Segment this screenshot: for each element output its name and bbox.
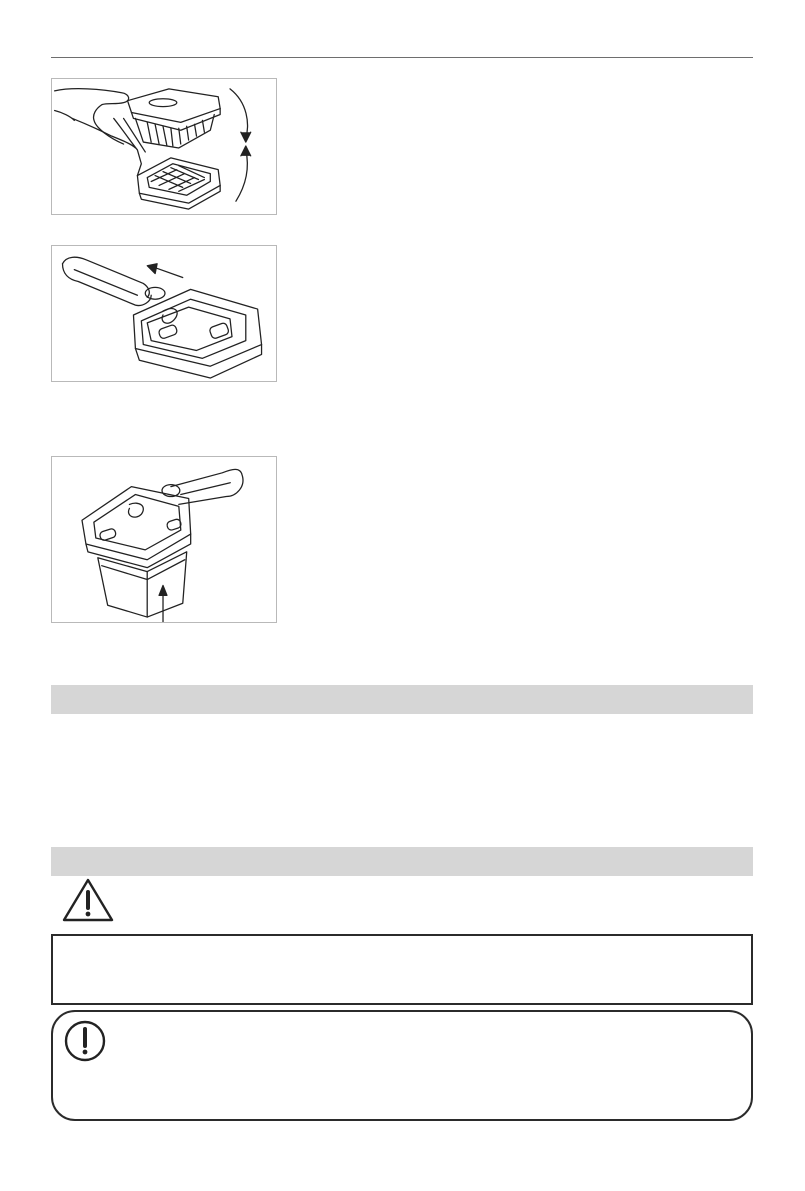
exclamation-circle-icon: [63, 1019, 107, 1063]
note-box: [51, 1010, 753, 1121]
figure-attach-container: [51, 456, 277, 623]
chopper-open-lid-illustration: [52, 79, 276, 214]
warning-box: [51, 934, 753, 1005]
chopper-handle-slide-illustration: [52, 246, 276, 381]
figure-pull-handle: [51, 245, 277, 382]
warning-triangle-icon: [62, 877, 114, 923]
section-header-bar-2: [51, 847, 753, 876]
section-header-bar-1: [51, 685, 753, 714]
figure-open-lid: [51, 78, 277, 215]
header-rule: [51, 57, 753, 58]
chopper-container-attach-illustration: [52, 457, 276, 622]
